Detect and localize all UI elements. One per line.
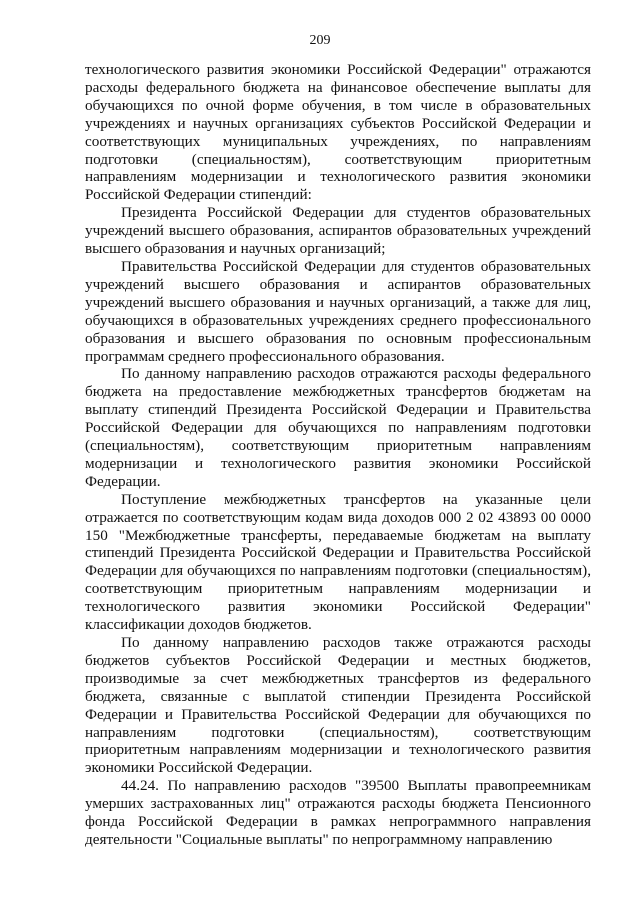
page-number: 209 [309,33,331,48]
paragraph-transfer-receipts: Поступление межбюджетных трансфертов на указанные цели отражается по соответствующим кодам вида доходов 000 2 02 43893 00 0000 150 "Межбюджетные трансферты, передаваемые бюджетам на выплату стипендий Президента Российской Федерации и Правительства Российской Федерации для обучающихся по направлениям подготовки (специальностям), соответствующим приоритетным направлениям модернизации и технологического развития экономики Российской Федерации" классификации доходов бюджетов. [85,490,591,634]
paragraph-interbudget-transfers: По данному направлению расходов отражаются расходы федерального бюджета на предоставление межбюджетных трансфертов бюджетам на выплату стипендий Президента Российской Федерации и Правительства Российской Федерации для обучающихся по направлениям подготовки (специальностям), соответствующим приоритетным направлениям модернизации и технологического развития экономики Российской Федерации. [85,365,591,490]
paragraph-government-scholarship: Правительства Российской Федерации для студентов образовательных учреждений высшего образования и аспирантов образовательных учреждений высшего образования и научных организаций, а также для лиц, обучающихся в образовательных учреждениях среднего профессионального образования и высшего образования по основным профессиональным программам среднего профессионального образования. [85,257,591,365]
body-text [85,61,591,849]
paragraph-president-scholarship: Президента Российской Федерации для студентов образовательных учреждений высшего образования, аспирантов образовательных учреждений высшего образования и научных организаций; [85,204,591,258]
paragraph-regional-expenses: По данному направлению расходов также отражаются расходы бюджетов субъектов Российской Федерации и местных бюджетов, производимые за счет межбюджетных трансфертов из федерального бюджета, связанные с выплатой стипендии Президента Российской Федерации и Правительства Российской Федерации для обучающихся по направлениям подготовки (специальностям), соответствующим приоритетным направлениям модернизации и технологического развития экономики Российской Федерации. [85,634,591,777]
paragraph-section-44-24: 44.24. По направлению расходов "39500 Выплаты правопреемникам умерших застрахованных лиц" отражаются расходы бюджета Пенсионного фонда Российской Федерации в рамках непрограммного направления деятельности "Социальные выплаты" по непрограммному направлению [85,777,591,848]
paragraph-continuation: технологического развития экономики Российской Федерации" отражаются расходы федерального бюджета на финансовое обеспечение выплаты для обучающихся по очной форме обучения, в том числе в образовательных учреждениях и научных организациях субъектов Российской Федерации и соответствующих муниципальных учреждениях, по направлениям подготовки (специальностям), соответствующим приоритетным направлениям модернизации и технологического развития экономики Российской Федерации стипендий: [85,61,591,204]
